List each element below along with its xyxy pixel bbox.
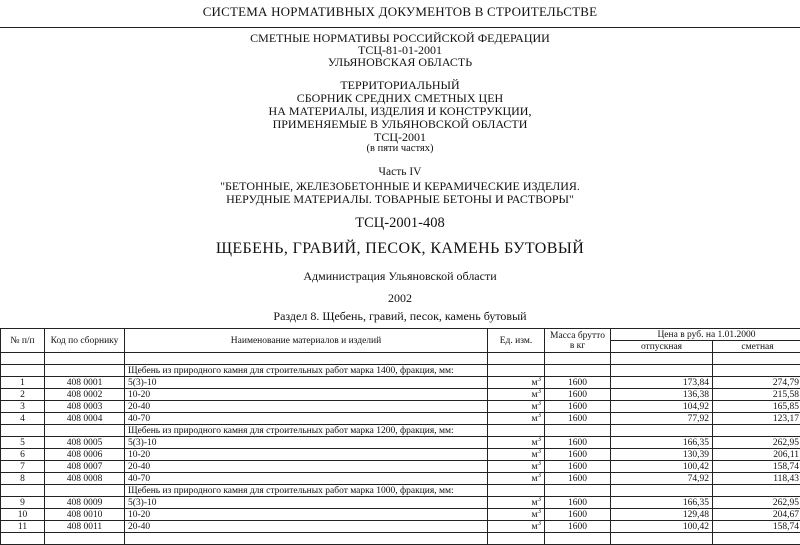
header-num: № п/п	[1, 329, 45, 353]
row-price-release: 166,35	[611, 437, 713, 449]
group-empty-cell	[545, 365, 611, 377]
region: УЛЬЯНОВСКАЯ ОБЛАСТЬ	[0, 55, 800, 70]
row-code: 408 0007	[45, 461, 125, 473]
spacer-cell	[611, 353, 713, 365]
spacer-cell	[545, 353, 611, 365]
unit-text: м	[531, 390, 537, 400]
group-empty-cell	[545, 485, 611, 497]
group-empty-cell	[45, 485, 125, 497]
unit-text: м	[531, 378, 537, 388]
row-price-release: 173,84	[611, 377, 713, 389]
row-mass: 1600	[545, 509, 611, 521]
table-row	[1, 473, 800, 485]
row-unit	[488, 413, 545, 425]
group-empty-cell	[1, 365, 45, 377]
row-num: 1	[1, 377, 45, 389]
row-mass: 1600	[545, 437, 611, 449]
row-name: 5(3)-10	[125, 377, 488, 389]
row-name: 20-40	[125, 401, 488, 413]
group-row	[1, 425, 800, 437]
collection-code: ТСЦ-2001	[0, 130, 800, 145]
group-empty-cell	[488, 485, 545, 497]
row-price-estimate: 118,43	[713, 473, 800, 485]
row-name: 10-20	[125, 449, 488, 461]
unit-power: 3	[538, 449, 542, 455]
row-code: 408 0011	[45, 521, 125, 533]
row-num: 3	[1, 401, 45, 413]
row-mass: 1600	[545, 521, 611, 533]
row-code: 408 0009	[45, 497, 125, 509]
table-row	[1, 497, 800, 509]
collection-parts: (в пяти частях)	[0, 143, 800, 154]
unit-power: 3	[538, 509, 542, 515]
row-mass: 1600	[545, 413, 611, 425]
row-unit	[488, 521, 545, 533]
unit-power: 3	[538, 521, 542, 527]
part-number: Часть IV	[0, 166, 800, 178]
group-row	[1, 365, 800, 377]
table-row	[1, 509, 800, 521]
row-code: 408 0002	[45, 389, 125, 401]
row-price-release: 100,42	[611, 461, 713, 473]
row-code: 408 0008	[45, 473, 125, 485]
row-price-release: 130,39	[611, 449, 713, 461]
row-mass: 1600	[545, 497, 611, 509]
section-title: Раздел 8. Щебень, гравий, песок, камень бутовый	[0, 309, 800, 324]
group-empty-cell	[611, 485, 713, 497]
row-price-estimate: 206,11	[713, 449, 800, 461]
group-empty-cell	[45, 425, 125, 437]
group-empty-cell	[45, 365, 125, 377]
unit-text: м	[531, 402, 537, 412]
table-row	[1, 449, 800, 461]
group-empty-cell	[713, 425, 800, 437]
table-row	[1, 521, 800, 533]
row-unit	[488, 449, 545, 461]
row-name: 10-20	[125, 509, 488, 521]
row-price-estimate: 158,74	[713, 461, 800, 473]
table-row	[1, 461, 800, 473]
table-row	[1, 401, 800, 413]
table-row-empty	[1, 533, 800, 545]
row-name: 5(3)-10	[125, 437, 488, 449]
unit-power: 3	[538, 413, 542, 419]
row-name: 5(3)-10	[125, 497, 488, 509]
spacer-cell	[1, 353, 45, 365]
empty-cell	[45, 533, 125, 545]
group-empty-cell	[611, 365, 713, 377]
table-body	[1, 365, 800, 545]
row-unit	[488, 509, 545, 521]
group-empty-cell	[488, 365, 545, 377]
header-price-estimate: сметная	[713, 341, 800, 353]
row-num: 9	[1, 497, 45, 509]
row-code: 408 0004	[45, 413, 125, 425]
table-row	[1, 377, 800, 389]
row-num: 2	[1, 389, 45, 401]
unit-text: м	[531, 450, 537, 460]
spacer-cell	[125, 353, 488, 365]
unit-power: 3	[538, 473, 542, 479]
part-title-1: "БЕТОННЫЕ, ЖЕЛЕЗОБЕТОННЫЕ И КЕРАМИЧЕСКИЕ ИЗДЕЛИЯ.	[0, 179, 800, 194]
row-unit	[488, 473, 545, 485]
row-unit	[488, 497, 545, 509]
row-name: 20-40	[125, 461, 488, 473]
row-mass: 1600	[545, 401, 611, 413]
unit-power: 3	[538, 401, 542, 407]
table-row	[1, 413, 800, 425]
row-name: 10-20	[125, 389, 488, 401]
row-num: 10	[1, 509, 45, 521]
collection-line-3: НА МАТЕРИАЛЫ, ИЗДЕЛИЯ И КОНСТРУКЦИИ,	[0, 104, 800, 119]
row-code: 408 0010	[45, 509, 125, 521]
group-empty-cell	[545, 425, 611, 437]
group-empty-cell	[1, 425, 45, 437]
header-name: Наименование материалов и изделий	[125, 329, 488, 353]
unit-text: м	[531, 438, 537, 448]
unit-text: м	[531, 414, 537, 424]
row-name: 20-40	[125, 521, 488, 533]
row-price-estimate: 123,17	[713, 413, 800, 425]
group-row	[1, 485, 800, 497]
row-price-estimate: 158,74	[713, 521, 800, 533]
row-price-estimate: 204,67	[713, 509, 800, 521]
spacer-cell	[45, 353, 125, 365]
row-unit	[488, 389, 545, 401]
collection-line-4: ПРИМЕНЯЕМЫЕ В УЛЬЯНОВСКОЙ ОБЛАСТИ	[0, 117, 800, 132]
group-empty-cell	[1, 485, 45, 497]
header-code: Код по сборнику	[45, 329, 125, 353]
normative-title: СМЕТНЫЕ НОРМАТИВЫ РОССИЙСКОЙ ФЕДЕРАЦИИ	[0, 31, 800, 46]
unit-text: м	[531, 510, 537, 520]
row-price-release: 104,92	[611, 401, 713, 413]
unit-text: м	[531, 462, 537, 472]
unit-text: м	[531, 498, 537, 508]
row-num: 11	[1, 521, 45, 533]
row-price-estimate: 262,95	[713, 497, 800, 509]
row-num: 5	[1, 437, 45, 449]
row-price-release: 77,92	[611, 413, 713, 425]
normative-code: ТСЦ-81-01-2001	[0, 43, 800, 58]
empty-cell	[611, 533, 713, 545]
row-mass: 1600	[545, 473, 611, 485]
table-header	[1, 329, 800, 365]
row-price-estimate: 215,58	[713, 389, 800, 401]
row-price-release: 100,42	[611, 521, 713, 533]
row-num: 4	[1, 413, 45, 425]
empty-cell	[545, 533, 611, 545]
group-title: Щебень из природного камня для строительных работ марка 1000, фракция, мм:	[125, 485, 488, 497]
unit-text: м	[531, 474, 537, 484]
row-price-release: 74,92	[611, 473, 713, 485]
row-code: 408 0006	[45, 449, 125, 461]
document-code: ТСЦ-2001-408	[0, 215, 800, 232]
table-row	[1, 389, 800, 401]
collection-line-1: ТЕРРИТОРИАЛЬНЫЙ	[0, 78, 800, 93]
unit-power: 3	[538, 377, 542, 383]
row-unit	[488, 437, 545, 449]
unit-power: 3	[538, 497, 542, 503]
price-table	[0, 328, 800, 545]
group-title: Щебень из природного камня для строительных работ марка 1400, фракция, мм:	[125, 365, 488, 377]
page-title: СИСТЕМА НОРМАТИВНЫХ ДОКУМЕНТОВ В СТРОИТЕЛЬСТВЕ	[0, 4, 800, 20]
row-name: 40-70	[125, 473, 488, 485]
administration: Администрация Ульяновской области	[0, 269, 800, 284]
row-code: 408 0003	[45, 401, 125, 413]
unit-power: 3	[538, 389, 542, 395]
unit-power: 3	[538, 437, 542, 443]
unit-power: 3	[538, 461, 542, 467]
table-row	[1, 437, 800, 449]
group-empty-cell	[713, 365, 800, 377]
row-mass: 1600	[545, 389, 611, 401]
group-empty-cell	[488, 425, 545, 437]
row-price-estimate: 274,79	[713, 377, 800, 389]
row-num: 8	[1, 473, 45, 485]
title-rule	[0, 27, 800, 28]
header-mass: Масса брутто в кг	[545, 329, 611, 353]
row-name: 40-70	[125, 413, 488, 425]
year: 2002	[0, 291, 800, 306]
row-mass: 1600	[545, 449, 611, 461]
header-unit: Ед. изм.	[488, 329, 545, 353]
part-title-2: НЕРУДНЫЕ МАТЕРИАЛЫ. ТОВАРНЫЕ БЕТОНЫ И РАСТВОРЫ"	[0, 192, 800, 207]
empty-cell	[1, 533, 45, 545]
spacer-cell	[488, 353, 545, 365]
row-mass: 1600	[545, 461, 611, 473]
row-unit	[488, 461, 545, 473]
row-num: 6	[1, 449, 45, 461]
row-price-release: 166,35	[611, 497, 713, 509]
row-price-estimate: 262,95	[713, 437, 800, 449]
row-price-release: 129,48	[611, 509, 713, 521]
row-mass: 1600	[545, 377, 611, 389]
group-title: Щебень из природного камня для строительных работ марка 1200, фракция, мм:	[125, 425, 488, 437]
row-code: 408 0005	[45, 437, 125, 449]
collection-line-2: СБОРНИК СРЕДНИХ СМЕТНЫХ ЦЕН	[0, 91, 800, 106]
spacer-cell	[713, 353, 800, 365]
row-price-estimate: 165,85	[713, 401, 800, 413]
header-price-group: Цена в руб. на 1.01.2000	[611, 329, 800, 341]
group-empty-cell	[611, 425, 713, 437]
empty-cell	[488, 533, 545, 545]
row-unit	[488, 401, 545, 413]
group-empty-cell	[713, 485, 800, 497]
row-price-release: 136,38	[611, 389, 713, 401]
row-code: 408 0001	[45, 377, 125, 389]
unit-text: м	[531, 522, 537, 532]
row-num: 7	[1, 461, 45, 473]
header-price-release: отпускная	[611, 341, 713, 353]
document-name: ЩЕБЕНЬ, ГРАВИЙ, ПЕСОК, КАМЕНЬ БУТОВЫЙ	[0, 240, 800, 258]
row-unit	[488, 377, 545, 389]
empty-cell	[125, 533, 488, 545]
empty-cell	[713, 533, 800, 545]
